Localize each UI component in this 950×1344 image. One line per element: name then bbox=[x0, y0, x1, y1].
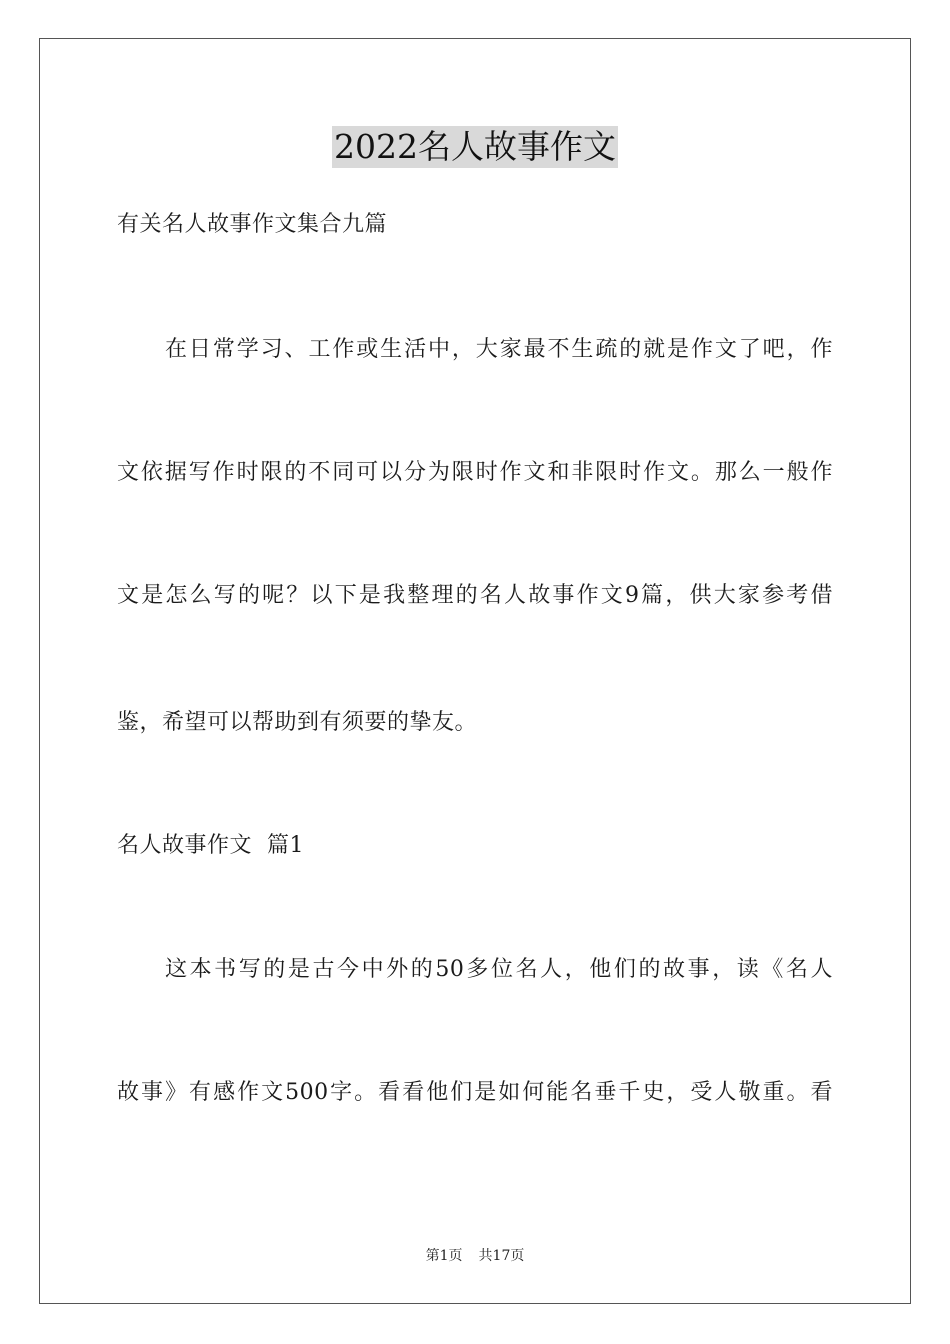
title-container bbox=[0, 126, 950, 168]
section-heading: 名人故事作文 篇1 bbox=[117, 833, 304, 858]
document-subtitle: 有关名人故事作文集合九篇 bbox=[117, 212, 388, 237]
page-footer bbox=[0, 1247, 950, 1265]
page-total: 共17页 bbox=[478, 1248, 525, 1264]
paragraph-line: 文依据写作时限的不同可以分为限时作文和非限时作文。那么一般作 bbox=[117, 460, 833, 485]
document-title: 2022名人故事作文 bbox=[334, 127, 616, 166]
paragraph-line: 在日常学习、工作或生活中，大家最不生疏的就是作文了吧，作 bbox=[165, 337, 833, 362]
paragraph-line: 鉴，希望可以帮助到有须要的挚友。 bbox=[117, 710, 478, 735]
paragraph-line: 这本书写的是古今中外的50多位名人，他们的故事，读《名人 bbox=[165, 957, 833, 982]
page-number: 第1页 bbox=[425, 1248, 463, 1264]
paragraph-line: 故事》有感作文500字。看看他们是如何能名垂千史，受人敬重。看 bbox=[117, 1080, 833, 1105]
paragraph-line: 文是怎么写的呢？以下是我整理的名人故事作文9篇，供大家参考借 bbox=[117, 583, 833, 608]
